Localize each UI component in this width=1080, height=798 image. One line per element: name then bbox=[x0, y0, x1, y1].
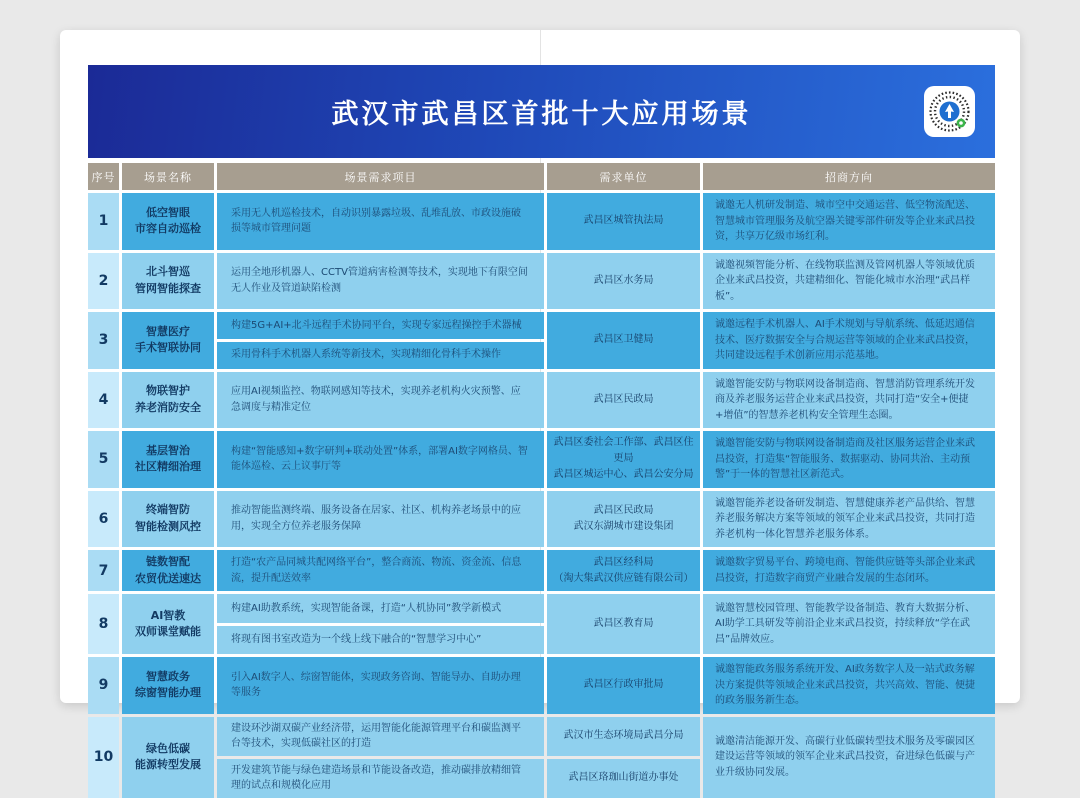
table-row bbox=[88, 594, 995, 654]
table-row bbox=[88, 431, 995, 488]
unit-line: 武昌区委社会工作部、武昌区住更局 bbox=[553, 437, 694, 465]
scenario-name-cell bbox=[122, 550, 214, 591]
unit-cells bbox=[547, 657, 700, 714]
project-cells bbox=[217, 431, 544, 488]
scenario-name-cell bbox=[122, 431, 214, 488]
project-cell: 引入AI数字人、综窗智能体，实现政务咨询、智能导办、自助办理等服务 bbox=[217, 657, 544, 714]
qr-code bbox=[924, 86, 975, 137]
row-number-cell: 10 bbox=[88, 717, 119, 798]
unit-line: 武昌区经科局 bbox=[593, 556, 654, 568]
scenario-name-line: 养老消防安全 bbox=[135, 400, 201, 414]
scenario-name-line: 智慧政务 bbox=[146, 669, 190, 683]
row-number-cell: 6 bbox=[88, 491, 119, 548]
project-cell: 构建5G+AI+北斗远程手术协同平台，实现专家远程操控手术器械 bbox=[217, 312, 544, 339]
scenario-name-line: 北斗智巡 bbox=[146, 265, 190, 279]
unit-line: 武昌区城管执法局 bbox=[583, 215, 664, 227]
unit-line: 武昌区教育局 bbox=[593, 618, 654, 629]
project-cells bbox=[217, 491, 544, 548]
document-page-spread bbox=[60, 30, 1020, 791]
page-title: 武汉市武昌区首批十大应用场景 bbox=[331, 99, 752, 130]
project-cells bbox=[217, 253, 544, 310]
scenario-name-line: 管网智能探查 bbox=[135, 281, 201, 295]
row-number-cell: 9 bbox=[88, 657, 119, 714]
investment-direction-cell: 诚邀数字贸易平台、跨境电商、智能供应链等头部企业来武昌投资，打造数字商贸产业融合发展的生态闭环。 bbox=[703, 550, 995, 591]
row-number-cell: 7 bbox=[88, 550, 119, 591]
scenario-name-line: 基层智治 bbox=[146, 443, 190, 457]
investment-direction-cell: 诚邀智能安防与物联网设备制造商及社区服务运营企业来武昌投资，打造集“智能服务、数据驱动、协同共治、主动预警”于一体的智慧社区新范式。 bbox=[703, 431, 995, 488]
scenarios-table bbox=[88, 163, 995, 798]
investment-direction-cell: 诚邀智慧校园管理、智能教学设备制造、教育大数据分析、AI助学工具研发等前沿企业来武昌投资，持续释放“学在武昌”品牌效应。 bbox=[703, 594, 995, 654]
unit-cell bbox=[547, 253, 700, 310]
row-number-cell: 8 bbox=[88, 594, 119, 654]
unit-cells bbox=[547, 312, 700, 369]
scenario-name-line: 智能检测风控 bbox=[135, 519, 201, 533]
row-number-cell: 1 bbox=[88, 193, 119, 250]
unit-cell bbox=[547, 431, 700, 488]
scenario-name-line: 市容自动巡检 bbox=[135, 222, 201, 236]
project-cell: 采用骨科手术机器人系统等新技术，实现精细化骨科手术操作 bbox=[217, 342, 544, 369]
row-number-cell: 3 bbox=[88, 312, 119, 369]
table-row bbox=[88, 253, 995, 310]
scenario-name-line: 农贸优送速达 bbox=[135, 571, 201, 585]
project-cells bbox=[217, 594, 544, 654]
table-row bbox=[88, 657, 995, 714]
project-cell: 建设环沙湖双碳产业经济带，运用智能化能源管理平台和碳监测平台等技术，实现低碳社区的打造 bbox=[217, 717, 544, 756]
unit-cell bbox=[547, 312, 700, 369]
unit-cells bbox=[547, 253, 700, 310]
project-cell: 推动智能监测终端、服务设备在居家、社区、机构养老场景中的应用，实现全方位养老服务保障 bbox=[217, 491, 544, 548]
project-cells bbox=[217, 550, 544, 591]
unit-cell bbox=[547, 193, 700, 250]
project-cells bbox=[217, 372, 544, 429]
investment-direction-cell: 诚邀无人机研发制造、城市空中交通运营、低空物流配送、智慧城市管理服务及航空器关键零部件研发等企业来武昌投资，共享万亿级市场红利。 bbox=[703, 193, 995, 250]
table-row bbox=[88, 717, 995, 798]
unit-line: 武昌区民政局 bbox=[593, 393, 654, 405]
investment-direction-cell: 诚邀视频智能分析、在线物联监测及管网机器人等领域优质企业来武昌投资，共建精细化、智能化城市水治理“武昌样板”。 bbox=[703, 253, 995, 310]
project-cells bbox=[217, 312, 544, 369]
unit-cell bbox=[547, 550, 700, 591]
project-cell: 构建“智能感知+数字研判+联动处置”体系，部署AI数字网格员、智能体巡检、云上议事厅等 bbox=[217, 431, 544, 488]
scenario-name-cell bbox=[122, 312, 214, 369]
scenario-name-line: 能源转型发展 bbox=[135, 758, 201, 771]
header-demand-projects: 场景需求项目 bbox=[217, 163, 544, 190]
scenario-name-line: 绿色低碳 bbox=[146, 741, 190, 755]
header-demand-unit: 需求单位 bbox=[547, 163, 700, 190]
scenario-name-line: 双师课堂赋能 bbox=[135, 625, 201, 638]
unit-cells bbox=[547, 372, 700, 429]
scenario-name-line: 社区精细治理 bbox=[135, 460, 201, 474]
table-body bbox=[88, 193, 995, 798]
header-scenario-name: 场景名称 bbox=[122, 163, 214, 190]
table-row bbox=[88, 550, 995, 591]
unit-cell: 武汉市生态环境局武昌分局 bbox=[547, 717, 700, 756]
unit-line: 武昌区卫健局 bbox=[593, 334, 654, 346]
unit-line: 武昌区民政局 bbox=[593, 504, 654, 516]
unit-cells bbox=[547, 431, 700, 488]
project-cells bbox=[217, 657, 544, 714]
table-row bbox=[88, 312, 995, 369]
scenario-name-line: 低空智眼 bbox=[146, 205, 190, 219]
scenario-name-cell bbox=[122, 193, 214, 250]
scenario-name-cell bbox=[122, 491, 214, 548]
title-banner bbox=[88, 65, 995, 158]
unit-cell: 武昌区珞珈山街道办事处 bbox=[547, 759, 700, 798]
unit-line: 武汉东湖城市建设集团 bbox=[573, 520, 674, 532]
qr-code-icon bbox=[928, 90, 971, 133]
investment-direction-cell: 诚邀远程手术机器人、AI手术规划与导航系统、低延迟通信技术、医疗数据安全与合规运营等领域的企业来武昌投资，共同建设远程手术创新应用示范基地。 bbox=[703, 312, 995, 369]
scenario-name-line: 综窗智能办理 bbox=[135, 686, 201, 700]
header-no: 序号 bbox=[88, 163, 119, 190]
scenario-name-line: 物联智护 bbox=[146, 384, 190, 398]
unit-cell bbox=[547, 372, 700, 429]
unit-cell bbox=[547, 594, 700, 654]
scenario-name-cell bbox=[122, 717, 214, 798]
unit-line: （淘大集武汉供应链有限公司） bbox=[553, 572, 694, 584]
scenario-name-cell bbox=[122, 594, 214, 654]
project-cell: 运用全地形机器人、CCTV管道病害检测等技术，实现地下有限空间无人作业及管道缺陷检测 bbox=[217, 253, 544, 310]
unit-line: 武昌区城运中心、武昌公安分局 bbox=[553, 469, 694, 481]
investment-direction-cell: 诚邀智能养老设备研发制造、智慧健康养老产品供给、智慧养老服务解决方案等领域的领军企业来武昌投资，共同打造养老机构一体化智慧养老服务体系。 bbox=[703, 491, 995, 548]
investment-direction-cell: 诚邀清洁能源开发、高碳行业低碳转型技术服务及零碳园区建设运营等领域的领军企业来武昌投资，奋进绿色低碳与产业升级协同发展。 bbox=[703, 717, 995, 798]
unit-cell bbox=[547, 657, 700, 714]
scenario-name-line: 链数智配 bbox=[146, 555, 190, 568]
project-cell: 构建AI助教系统，实现智能备课，打造“人机协同”教学新模式 bbox=[217, 594, 544, 623]
scenario-name-line: 智慧医疗 bbox=[146, 324, 190, 338]
table-row bbox=[88, 491, 995, 548]
row-number-cell: 2 bbox=[88, 253, 119, 310]
unit-cells bbox=[547, 717, 700, 798]
scenario-name-line: AI智教 bbox=[150, 608, 186, 622]
header-investment-direction: 招商方向 bbox=[703, 163, 995, 190]
project-cell: 采用无人机巡检技术，自动识别暴露垃圾、乱堆乱放、市政设施破损等城市管理问题 bbox=[217, 193, 544, 250]
scenario-name-cell bbox=[122, 657, 214, 714]
row-number-cell: 5 bbox=[88, 431, 119, 488]
table-row bbox=[88, 372, 995, 429]
project-cell: 应用AI视频监控、物联网感知等技术，实现养老机构火灾预警、应急调度与精准定位 bbox=[217, 372, 544, 429]
project-cell: 打造“农产品同城共配网络平台”，整合商流、物流、资金流、信息流，提升配送效率 bbox=[217, 550, 544, 591]
scenario-name-line: 终端智防 bbox=[146, 503, 190, 517]
investment-direction-cell: 诚邀智能安防与物联网设备制造商、智慧消防管理系统开发商及养老服务运营企业来武昌投资，共同打造“安全+便捷+增值”的智慧养老机构安全管理生态圈。 bbox=[703, 372, 995, 429]
unit-line: 武昌区行政审批局 bbox=[583, 679, 664, 691]
scenario-name-line: 手术智联协同 bbox=[135, 341, 201, 355]
unit-cells bbox=[547, 594, 700, 654]
table-row bbox=[88, 193, 995, 250]
table-header-row bbox=[88, 163, 995, 190]
scenario-name-cell bbox=[122, 372, 214, 429]
unit-cells bbox=[547, 550, 700, 591]
row-number-cell: 4 bbox=[88, 372, 119, 429]
investment-direction-cell: 诚邀智能政务服务系统开发、AI政务数字人及一站式政务解决方案提供等领域企业来武昌投资，共兴高效、智能、便捷的政务服务新生态。 bbox=[703, 657, 995, 714]
project-cell: 将现有图书室改造为一个线上线下融合的“智慧学习中心” bbox=[217, 626, 544, 655]
scenario-name-cell bbox=[122, 253, 214, 310]
project-cell: 开发建筑节能与绿色建造场景和节能设备改造，推动碳排放精细管理的试点和规模化应用 bbox=[217, 759, 544, 798]
unit-cells bbox=[547, 491, 700, 548]
unit-line: 武昌区水务局 bbox=[593, 274, 654, 286]
unit-cell bbox=[547, 491, 700, 548]
unit-cells bbox=[547, 193, 700, 250]
project-cells bbox=[217, 193, 544, 250]
project-cells bbox=[217, 717, 544, 798]
